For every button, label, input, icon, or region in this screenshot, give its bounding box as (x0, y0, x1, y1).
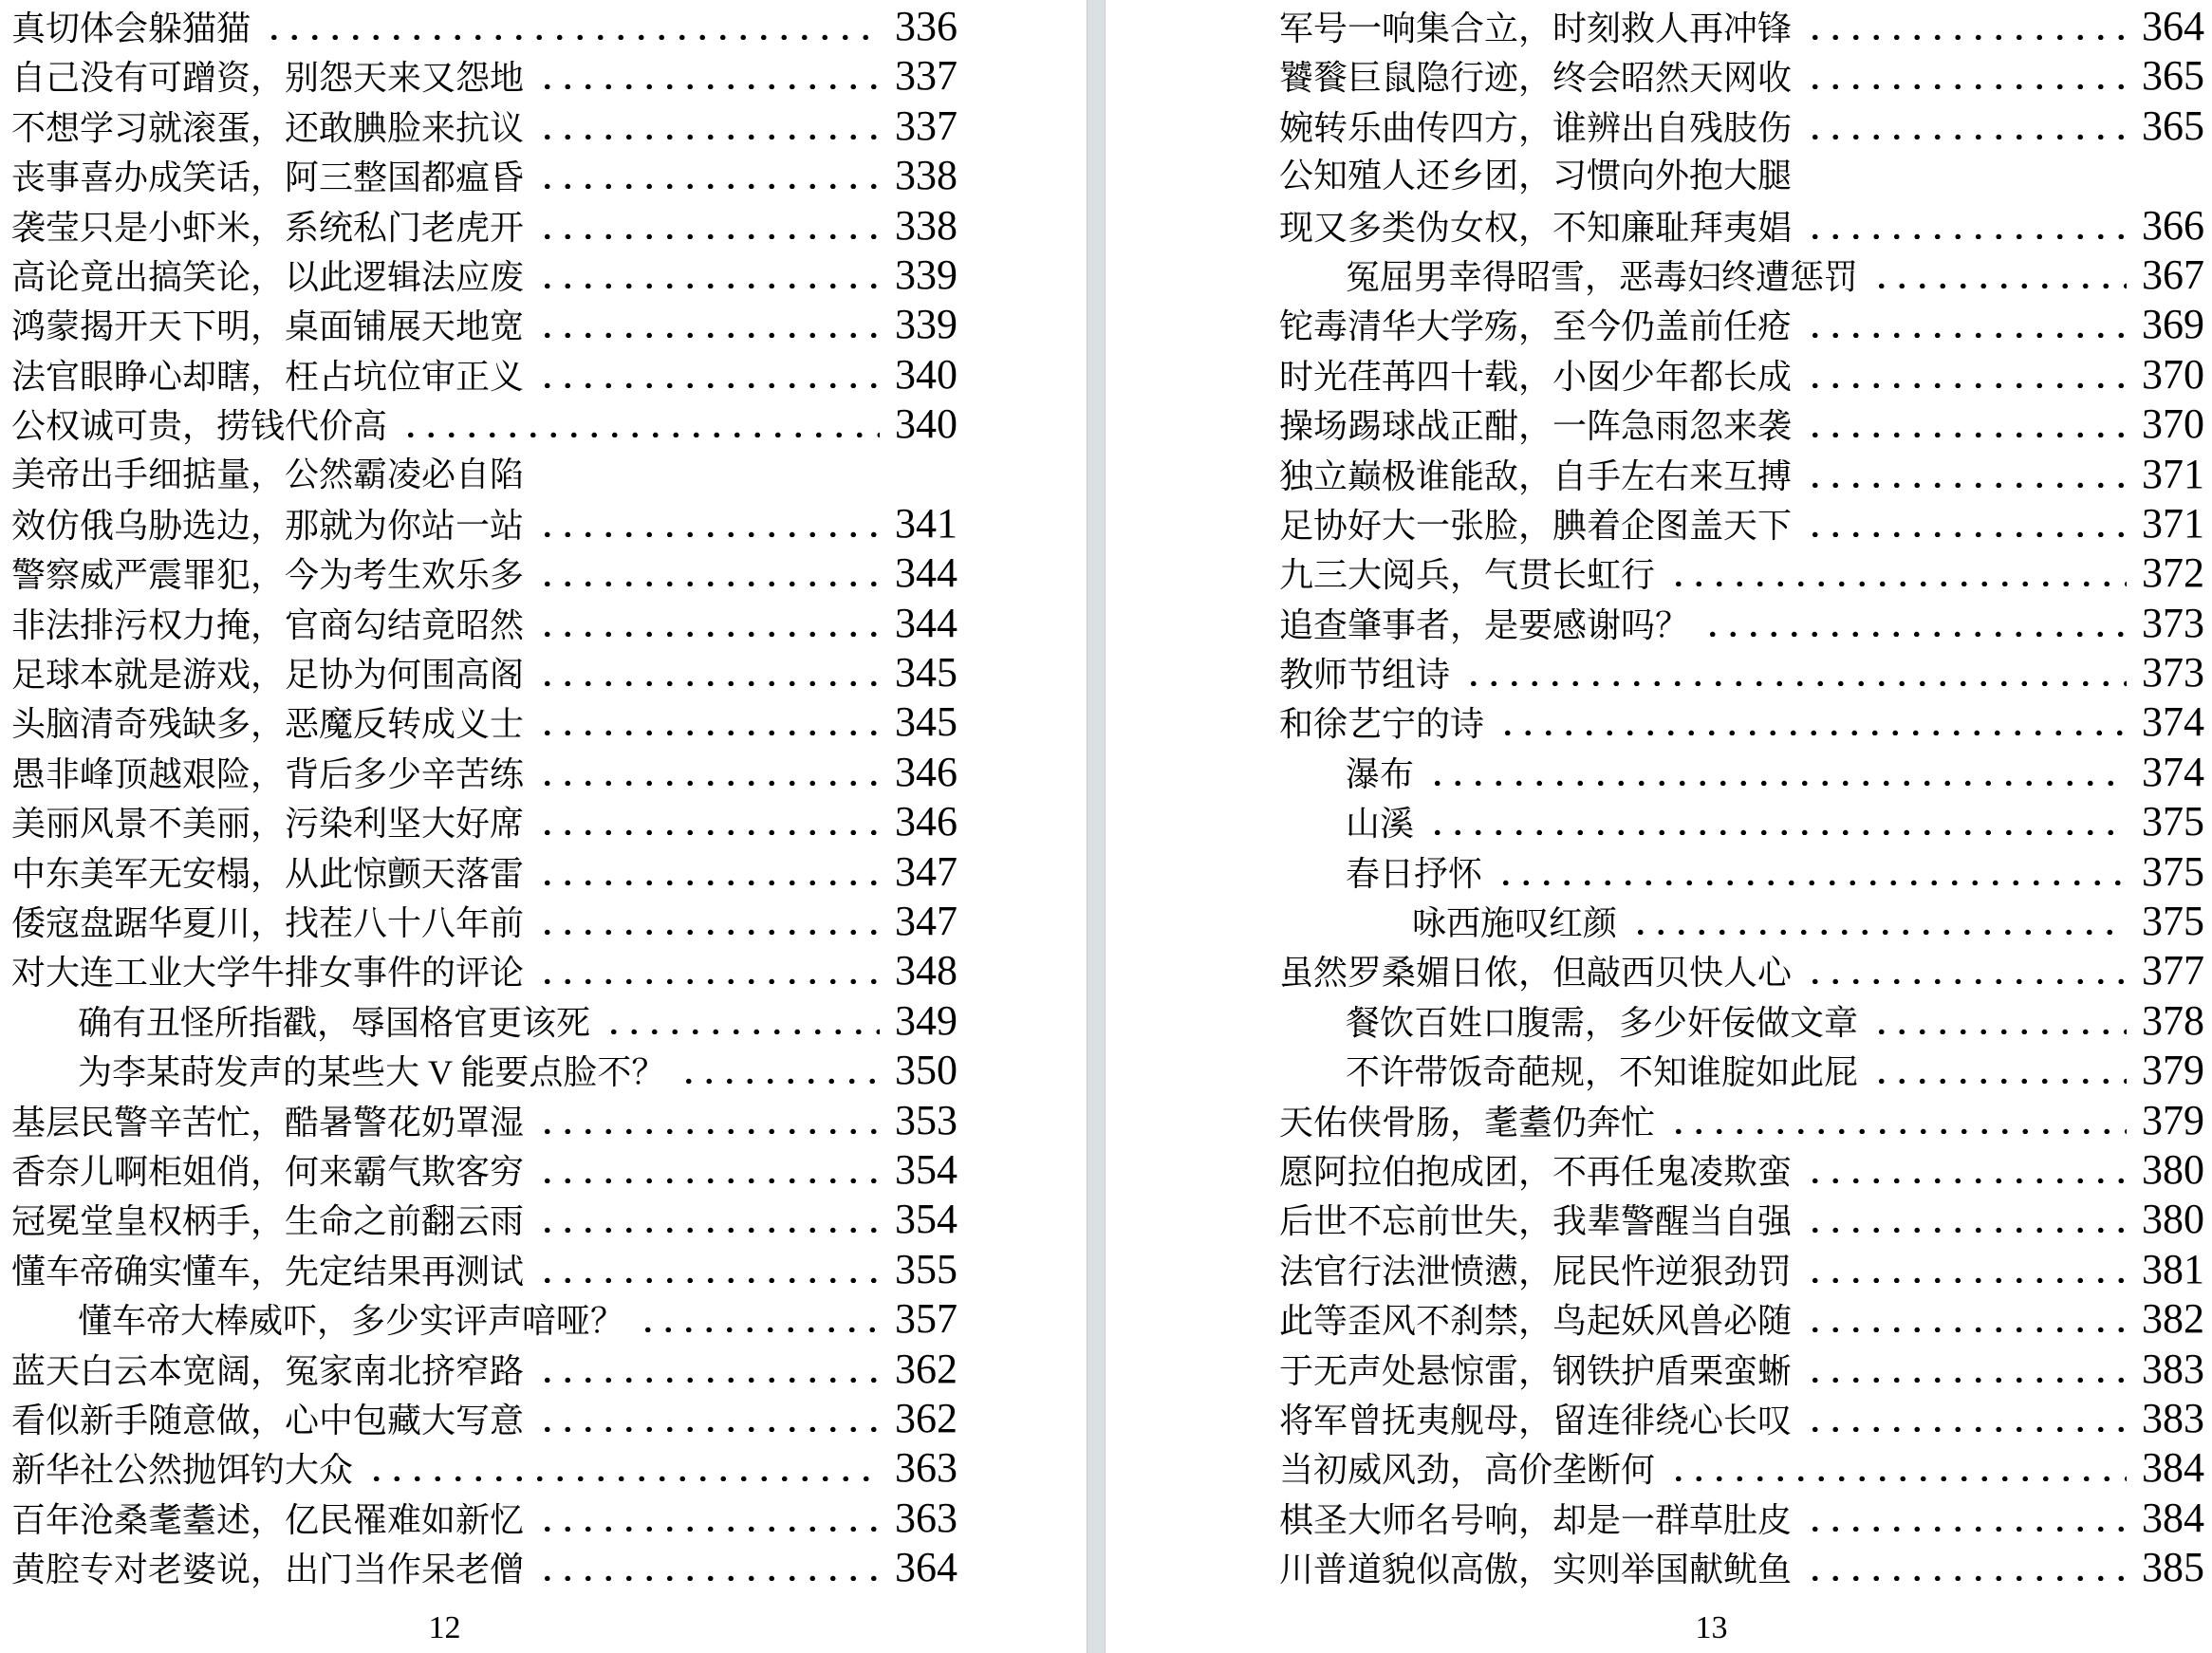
entry-title: 非法排污权力掩，官商勾结竟昭然 (11, 605, 525, 644)
page-folio-right: 13 (1695, 1609, 1728, 1645)
entry-page-number: 370 (2142, 400, 2204, 448)
entry-title: 不想学习就滚蛋，还敢腆脸来抗议 (11, 108, 525, 147)
entry-page-number: 362 (895, 1394, 957, 1441)
entry-page-number: 348 (895, 947, 957, 994)
entry-title: 不许带饭奇葩规，不知谁腚如此屁 (1346, 1053, 1859, 1092)
entry-title: 瀑布 (1346, 754, 1415, 793)
toc-entry[interactable] (1279, 1096, 2204, 1145)
toc-entry[interactable] (11, 1294, 957, 1344)
entry-title: 倭寇盘踞华夏川，找茬八十八年前 (11, 904, 525, 943)
dot-leader (537, 282, 880, 288)
dot-leader (537, 381, 880, 388)
entry-page-number: 357 (895, 1295, 957, 1343)
entry-page-number: 380 (2142, 1196, 2204, 1243)
dot-leader (537, 679, 880, 686)
toc-entry[interactable] (11, 350, 957, 399)
entry-page-number: 371 (2142, 450, 2204, 497)
toc-entry[interactable] (11, 151, 957, 200)
entry-page-number: 344 (895, 599, 957, 646)
toc-entry[interactable] (1279, 2, 2204, 51)
entry-page-number: 374 (2142, 698, 2204, 746)
entry-page-number: 344 (895, 549, 957, 597)
entry-title: 后世不忘前世失，我辈警醒当自强 (1279, 1202, 1793, 1241)
entry-page-number: 337 (895, 102, 957, 149)
dot-leader (1805, 431, 2127, 437)
toc-entry[interactable] (1279, 251, 2204, 300)
entry-title: 冤屈男幸得昭雪，恶毒妇终遭惩罚 (1346, 257, 1859, 296)
dot-leader (1427, 779, 2127, 786)
entry-title: 警察威严震罪犯，今为考生欢乐多 (11, 556, 525, 595)
entry-title: 基层民警辛苦忙，酷暑警花奶罩湿 (11, 1103, 525, 1142)
entry-page-number: 339 (895, 251, 957, 298)
toc-entry[interactable] (1279, 548, 2204, 598)
toc-entry[interactable] (1279, 51, 2204, 101)
dot-leader (537, 928, 880, 935)
toc-entry[interactable] (11, 946, 957, 995)
dot-leader (537, 1276, 880, 1283)
entry-page-number: 384 (2142, 1444, 2204, 1492)
toc-entries-left (11, 2, 957, 1593)
entry-page-number: 349 (895, 996, 957, 1044)
toc-entry[interactable] (1279, 697, 2204, 747)
entry-page-number: 384 (2142, 1494, 2204, 1541)
dot-leader (537, 630, 880, 637)
entry-page-number: 353 (895, 1096, 957, 1143)
entry-page-number: 340 (895, 400, 957, 448)
entry-page-number: 338 (895, 201, 957, 249)
dot-leader (1805, 1276, 2127, 1283)
toc-entry[interactable] (11, 548, 957, 598)
entry-title: 自己没有可蹭资，别怨天来又怨地 (11, 59, 525, 98)
entry-title: 中东美军无安榻，从此惊颤天落雷 (11, 854, 525, 893)
entry-page-number: 374 (2142, 748, 2204, 795)
dot-leader (1702, 630, 2127, 637)
toc-entry[interactable] (1279, 300, 2204, 349)
dot-leader (1805, 1574, 2127, 1581)
dot-leader (1871, 1077, 2127, 1084)
entry-title: 香奈儿啊柜姐俏，何来霸气欺客穷 (11, 1152, 525, 1191)
toc-entry[interactable] (1279, 1543, 2204, 1592)
entry-title: 公知殖人还乡团，习惯向外抱大腿 (1279, 157, 1793, 195)
toc-entry[interactable] (11, 897, 957, 946)
entry-title: 婉转乐曲传四方，谁辨出自残肢伤 (1279, 108, 1793, 147)
entry-page-number: 336 (895, 3, 957, 49)
dot-leader (366, 1475, 880, 1481)
page-folio-left: 12 (428, 1609, 461, 1645)
entry-title: 效仿俄乌胁选边，那就为你站一站 (11, 506, 525, 545)
entry-page-number: 379 (2142, 1096, 2204, 1143)
dot-leader (1630, 928, 2127, 935)
entry-page-number: 375 (2142, 898, 2204, 945)
entry-title: 黄腔专对老婆说，出门当作呆老僧 (11, 1551, 525, 1589)
entry-page-number: 372 (2142, 549, 2204, 597)
dot-leader (1463, 679, 2127, 686)
dot-leader (537, 182, 880, 189)
entry-title: 百年沧桑耄耋述，亿民罹难如新忆 (11, 1500, 525, 1539)
dot-leader (1496, 879, 2127, 885)
toc-entry[interactable] (1279, 648, 2204, 697)
entry-title: 法官行法泄愤懑，屁民忤逆狠劲罚 (1279, 1252, 1793, 1291)
toc-entry[interactable] (1279, 201, 2204, 251)
toc-entry[interactable] (11, 1145, 957, 1195)
toc-entry[interactable] (11, 996, 957, 1046)
entry-title: 公权诚可贵，捞钱代价高 (11, 407, 388, 446)
toc-entry[interactable] (11, 599, 957, 648)
toc-entry[interactable] (1279, 499, 2204, 548)
toc-entry[interactable] (1279, 897, 2204, 946)
entry-page-number: 350 (895, 1047, 957, 1094)
entry-title: 蓝天白云本宽阔，冤家南北挤窄路 (11, 1351, 525, 1390)
toc-entry[interactable] (1279, 1494, 2204, 1543)
entry-page-number: 367 (2142, 251, 2204, 298)
toc-entry[interactable] (1279, 1443, 2204, 1493)
toc-entry[interactable] (1279, 946, 2204, 995)
toc-entry[interactable] (1279, 996, 2204, 1046)
toc-entry[interactable] (11, 847, 957, 897)
toc-entry[interactable] (11, 1394, 957, 1443)
entry-page-number: 354 (895, 1196, 957, 1243)
entry-page-number: 380 (2142, 1145, 2204, 1193)
dot-leader (604, 1028, 880, 1034)
entry-title: 军号一响集合立，时刻救人再冲锋 (1279, 9, 1793, 47)
entry-page-number: 338 (895, 152, 957, 199)
toc-entry[interactable] (1279, 1294, 2204, 1344)
entry-page-number: 373 (2142, 649, 2204, 696)
toc-entry[interactable] (11, 797, 957, 846)
toc-entry[interactable] (1279, 599, 2204, 648)
entry-title: 当初威风劲，高价垄断何 (1279, 1451, 1656, 1490)
dot-leader (537, 580, 880, 586)
dot-leader (537, 133, 880, 139)
entry-page-number: 383 (2142, 1394, 2204, 1441)
toc-entry[interactable] (1279, 399, 2204, 449)
dot-leader (1871, 1028, 2127, 1034)
entry-page-number: 385 (2142, 1544, 2204, 1591)
entry-title: 独立巅极谁能敌，自手左右来互搏 (1279, 456, 1793, 495)
entry-title: 头脑清奇残缺多，恶魔反转成义士 (11, 705, 525, 744)
dot-leader (537, 1226, 880, 1233)
entry-title: 棋圣大师名号响，却是一群草肚皮 (1279, 1500, 1793, 1539)
dot-leader (1805, 1425, 2127, 1432)
dot-leader (638, 1326, 880, 1332)
entry-page-number: 341 (895, 499, 957, 547)
entry-title: 操场踢球战正酣，一阵急雨忽来袭 (1279, 407, 1793, 446)
entry-title: 餐饮百姓口腹需，多少奸佞做文章 (1346, 1003, 1859, 1042)
entry-title: 足协好大一张脸，腆着企图盖天下 (1279, 506, 1793, 545)
entry-page-number: 339 (895, 301, 957, 348)
entry-title: 九三大阅兵，气贯长虹行 (1279, 556, 1656, 595)
dot-leader (264, 33, 880, 40)
entry-page-number: 337 (895, 52, 957, 100)
toc-entry[interactable] (11, 1245, 957, 1294)
entry-page-number: 370 (2142, 350, 2204, 398)
entry-page-number: 381 (2142, 1245, 2204, 1292)
toc-entry[interactable] (1279, 1046, 2204, 1095)
entry-title: 新华社公然抛饵钓大众 (11, 1451, 354, 1490)
dot-leader (400, 431, 880, 437)
entry-page-number: 371 (2142, 499, 2204, 547)
entry-page-number: 383 (2142, 1345, 2204, 1392)
pdf-page-left (0, 0, 1087, 1653)
entry-title: 冠冕堂皇权柄手，生命之前翻云雨 (11, 1202, 525, 1241)
entry-page-number: 369 (2142, 301, 2204, 348)
entry-page-number: 364 (2142, 3, 2204, 49)
dot-leader (1668, 1475, 2127, 1481)
entry-page-number: 366 (2142, 201, 2204, 249)
entry-page-number: 354 (895, 1145, 957, 1193)
dot-leader (537, 331, 880, 338)
entry-page-number: 346 (895, 748, 957, 795)
dot-leader (1668, 580, 2127, 586)
entry-page-number: 340 (895, 350, 957, 398)
entry-page-number: 379 (2142, 1047, 2204, 1094)
dot-leader (1668, 1127, 2127, 1134)
dot-leader (1871, 282, 2127, 288)
toc-entry[interactable] (11, 1543, 957, 1592)
dot-leader (1805, 1525, 2127, 1532)
toc-entry[interactable] (11, 399, 957, 449)
dot-leader (1805, 1177, 2127, 1183)
entry-page-number: 365 (2142, 52, 2204, 100)
dot-leader (537, 1127, 880, 1134)
dot-leader (1805, 331, 2127, 338)
entry-title: 丧事喜办成笑话，阿三整国都瘟昏 (11, 158, 525, 197)
entry-page-number: 365 (2142, 102, 2204, 149)
entry-title: 懂车帝大棒威吓，多少实评声喑哑？ (78, 1302, 625, 1341)
entry-title: 愚非峰顶越艰险，背后多少辛苦练 (11, 754, 525, 793)
toc-entries-right (1279, 2, 2204, 1593)
entry-title: 追查肇事者，是要感谢吗？ (1279, 605, 1690, 644)
entry-title: 咏西施叹红颜 (1412, 904, 1618, 943)
entry-title: 懂车帝确实懂车，先定结果再测试 (11, 1252, 525, 1291)
toc-entry[interactable] (11, 51, 957, 101)
entry-title: 鸿蒙揭开天下明，桌面铺展天地宽 (11, 307, 525, 346)
toc-entry[interactable] (11, 748, 957, 797)
entry-page-number: 375 (2142, 798, 2204, 845)
toc-entry[interactable] (1279, 797, 2204, 846)
entry-page-number: 362 (895, 1345, 957, 1392)
toc-entry[interactable] (11, 2, 957, 51)
toc-entry[interactable] (1279, 748, 2204, 797)
dot-leader (1805, 232, 2127, 239)
entry-title: 确有丑怪所指戳，辱国格官更该死 (78, 1003, 591, 1042)
entry-title: 铊毒清华大学殇，至今仍盖前任疮 (1279, 307, 1793, 346)
entry-title: 美帝出手细掂量，公然霸凌必自陷 (11, 455, 525, 493)
toc-entry[interactable] (11, 300, 957, 349)
toc-entry[interactable] (1279, 1394, 2204, 1443)
entry-page-number: 364 (895, 1544, 957, 1591)
dot-leader (1805, 1226, 2127, 1233)
dot-leader (1805, 381, 2127, 388)
toc-entry[interactable] (11, 1443, 957, 1493)
toc-entry[interactable] (11, 1096, 957, 1145)
entry-page-number: 373 (2142, 599, 2204, 646)
toc-entry[interactable] (1279, 1145, 2204, 1195)
entry-title: 于无声处悬惊雷，钢铁护盾栗蛮蜥 (1279, 1351, 1793, 1390)
dot-leader (537, 1574, 880, 1581)
entry-page-number: 355 (895, 1245, 957, 1292)
toc-entry[interactable] (1279, 102, 2204, 151)
toc-entry[interactable] (1279, 450, 2204, 499)
toc-entry[interactable] (1279, 847, 2204, 897)
dot-leader (537, 729, 880, 735)
pdf-page-right (1106, 0, 2212, 1653)
toc-entry[interactable] (11, 251, 957, 300)
entry-title: 看似新手随意做，心中包藏大写意 (11, 1401, 525, 1439)
entry-title: 时光荏苒四十载，小囡少年都长成 (1279, 357, 1793, 396)
toc-entry[interactable] (11, 648, 957, 697)
entry-page-number: 346 (895, 798, 957, 845)
dot-leader (537, 1376, 880, 1383)
dot-leader (678, 1077, 880, 1084)
entry-title: 饕餮巨鼠隐行迹，终会昭然天网收 (1279, 59, 1793, 98)
entry-title: 对大连工业大学牛排女事件的评论 (11, 954, 525, 993)
entry-title: 现又多类伪女权，不知廉耻拜夷娼 (1279, 208, 1793, 247)
toc-entry[interactable] (11, 1195, 957, 1244)
dot-leader (537, 977, 880, 984)
page-gutter (1087, 0, 1106, 1653)
dot-leader (537, 1425, 880, 1432)
entry-title: 愿阿拉伯抱成团，不再任鬼凌欺蛮 (1279, 1152, 1793, 1191)
entry-title: 袭莹只是小虾米，系统私门老虎开 (11, 208, 525, 247)
toc-entry[interactable] (1279, 1245, 2204, 1294)
entry-page-number: 345 (895, 649, 957, 696)
dot-leader (1805, 133, 2127, 139)
dot-leader (1805, 1376, 2127, 1383)
toc-entry[interactable] (1279, 350, 2204, 399)
dot-leader (1805, 1326, 2127, 1332)
toc-entry[interactable] (11, 201, 957, 251)
entry-page-number: 347 (895, 847, 957, 895)
entry-title: 春日抒怀 (1346, 854, 1483, 893)
toc-entry[interactable] (11, 1494, 957, 1543)
toc-entry[interactable] (1279, 1195, 2204, 1244)
dot-leader (1427, 828, 2127, 835)
dot-leader (537, 83, 880, 89)
entry-title: 山溪 (1346, 805, 1415, 844)
dot-leader (537, 1177, 880, 1183)
dot-leader (537, 828, 880, 835)
toc-entry[interactable] (11, 1345, 957, 1394)
entry-title: 天佑侠骨肠，耄耋仍奔忙 (1279, 1103, 1656, 1142)
toc-entry[interactable] (1279, 151, 2204, 200)
entry-title: 教师节组诗 (1279, 656, 1451, 695)
entry-page-number: 363 (895, 1494, 957, 1541)
toc-entry[interactable] (11, 1046, 957, 1095)
entry-title: 虽然罗桑媚日侬，但敲西贝快人心 (1279, 954, 1793, 993)
toc-entry[interactable] (11, 499, 957, 548)
dot-leader (537, 530, 880, 537)
toc-entry[interactable] (11, 102, 957, 151)
entry-page-number: 347 (895, 898, 957, 945)
entry-title: 为李某莳发声的某些大 V 能要点脸不？ (78, 1053, 666, 1092)
entry-title: 足球本就是游戏，足协为何围高阁 (11, 656, 525, 695)
dot-leader (537, 779, 880, 786)
toc-entry[interactable] (1279, 1345, 2204, 1394)
toc-entry[interactable] (11, 450, 957, 499)
dot-leader (1497, 729, 2127, 735)
entry-title: 真切体会躲猫猫 (11, 9, 251, 47)
entry-title: 此等歪风不刹禁，鸟起妖风兽必随 (1279, 1302, 1793, 1341)
entry-page-number: 375 (2142, 847, 2204, 895)
entry-title: 川普道貌似高傲，实则举国献鱿鱼 (1279, 1551, 1793, 1589)
entry-page-number: 377 (2142, 947, 2204, 994)
dot-leader (1805, 530, 2127, 537)
dot-leader (537, 232, 880, 239)
dot-leader (1805, 977, 2127, 984)
entry-title: 美丽风景不美丽，污染利坚大好席 (11, 805, 525, 844)
toc-entry[interactable] (11, 697, 957, 747)
entry-title: 和徐艺宁的诗 (1279, 705, 1485, 744)
dot-leader (537, 879, 880, 885)
entry-title: 将军曾抚夷舰母，留连徘绕心长叹 (1279, 1401, 1793, 1439)
entry-title: 法官眼睁心却瞎，枉占坑位审正义 (11, 357, 525, 396)
dot-leader (1805, 33, 2127, 40)
entry-page-number: 345 (895, 698, 957, 746)
entry-page-number: 382 (2142, 1295, 2204, 1343)
dot-leader (537, 1525, 880, 1532)
dot-leader (1805, 481, 2127, 488)
dot-leader (1805, 83, 2127, 89)
entry-title: 高论竟出搞笑论，以此逻辑法应废 (11, 257, 525, 296)
entry-page-number: 378 (2142, 996, 2204, 1044)
entry-page-number: 363 (895, 1444, 957, 1492)
